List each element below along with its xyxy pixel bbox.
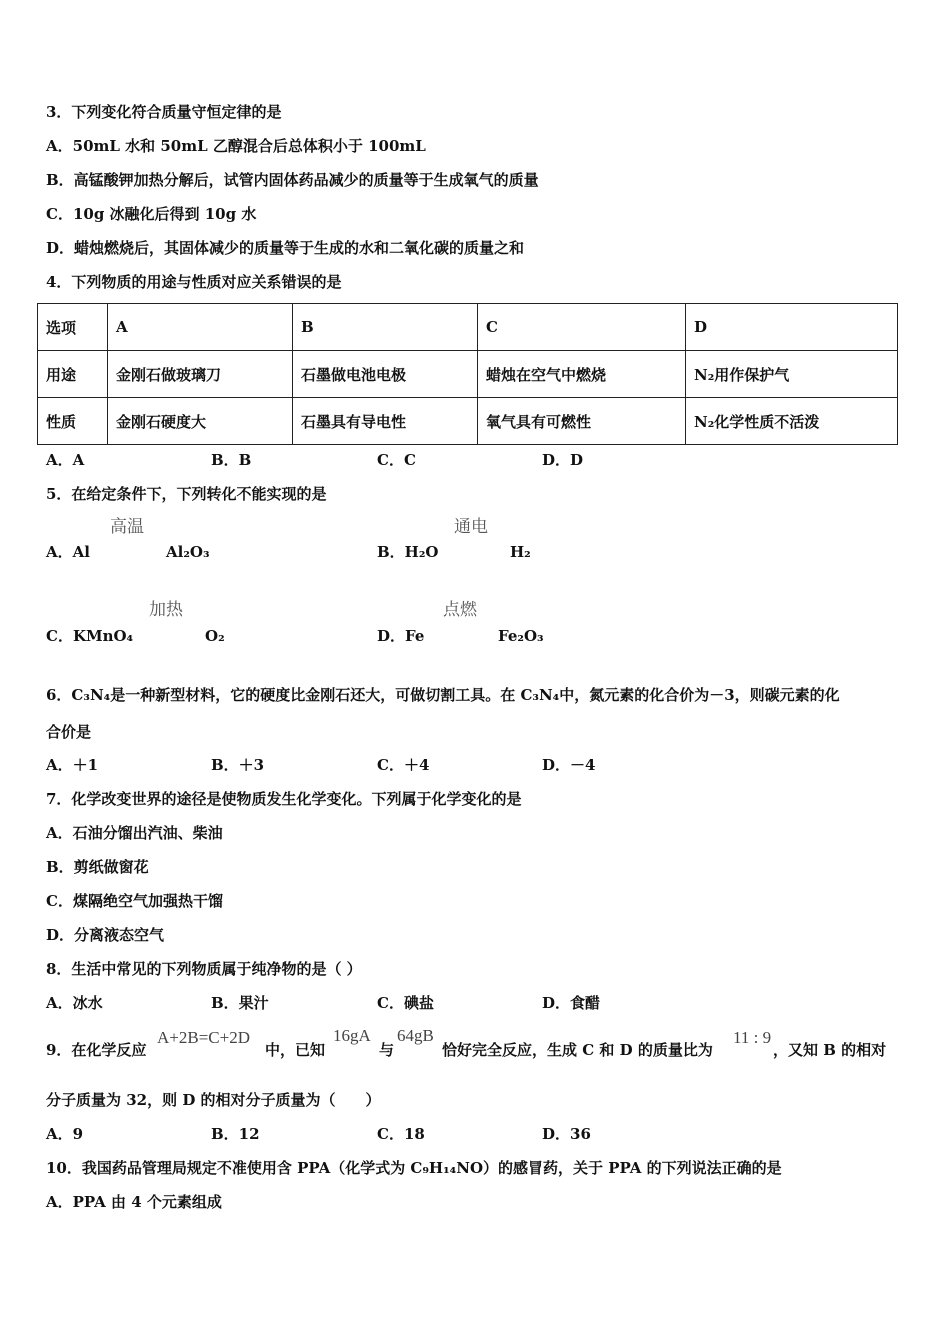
q3-option-d: D．蜡烛燃烧后，其固体减少的质量等于生成的水和二氧化碳的质量之和 [46, 239, 525, 257]
q4-option-d: D．D [542, 451, 584, 469]
q5-c-reactant: C．KMnO₄ [46, 627, 134, 645]
q6-option-c: C．＋4 [377, 756, 430, 774]
table-cell: 蜡烛在空气中燃烧 [478, 351, 686, 398]
q8-option-c: C．碘盐 [377, 994, 434, 1012]
q8-option-b: B．果汁 [211, 994, 269, 1012]
table-cell: B [293, 304, 478, 351]
q8-stem: 8．生活中常见的下列物质属于纯净物的是（ ） [46, 960, 362, 978]
q8-option-a: A．冰水 [46, 994, 103, 1012]
table-cell: N₂用作保护气 [686, 351, 898, 398]
q5-a-product: Al₂O₃ [166, 543, 210, 561]
q9-text-4: 恰好完全反应，生成 C 和 D 的质量比为 [442, 1041, 713, 1059]
q4-option-a: A．A [46, 451, 85, 469]
q5-c-product: O₂ [205, 627, 225, 645]
q9-option-b: B．12 [211, 1125, 260, 1143]
q9-line2: 分子质量为 32，则 D 的相对分子质量为（ ） [46, 1091, 381, 1109]
q10-stem: 10．我国药品管理局规定不准使用含 PPA（化学式为 C₉H₁₄NO）的感冒药，关于 PPA 的下列说法正确的是 [46, 1159, 782, 1177]
q6-option-b: B．＋3 [211, 756, 265, 774]
table-cell: N₂化学性质不活泼 [686, 398, 898, 445]
q3-stem: 3．下列变化符合质量守恒定律的是 [46, 103, 282, 121]
q9-ratio: 11 : 9 [733, 1028, 772, 1047]
q5-d-reactant: D．Fe [377, 627, 425, 645]
q7-stem: 7．化学改变世界的途径是使物质发生化学变化。下列属于化学变化的是 [46, 790, 522, 808]
table-row [38, 398, 898, 445]
table-cell: C [478, 304, 686, 351]
q10-option-a: A．PPA 由 4 个元素组成 [46, 1193, 222, 1211]
q5-a-condition: 高温 [110, 517, 144, 537]
q4-stem: 4．下列物质的用途与性质对应关系错误的是 [46, 273, 342, 291]
q8-option-d: D．食醋 [542, 994, 601, 1012]
table-cell: 金刚石做玻璃刀 [108, 351, 293, 398]
table-row [38, 304, 898, 351]
q9-option-c: C．18 [377, 1125, 425, 1143]
q7-option-b: B．剪纸做窗花 [46, 858, 149, 876]
table-cell: 性质 [38, 398, 108, 445]
table-cell: A [108, 304, 293, 351]
q9-option-d: D．36 [542, 1125, 591, 1143]
table-cell: 氧气具有可燃性 [478, 398, 686, 445]
q5-b-product: H₂ [510, 543, 531, 561]
table-cell: 石墨做电池电极 [293, 351, 478, 398]
q6-line1: 6．C₃N₄是一种新型材料，它的硬度比金刚石还大，可做切割工具。在 C₃N₄中，氮元素的化合价为－3，则碳元素的化 [46, 686, 840, 704]
table-cell: 用途 [38, 351, 108, 398]
q6-option-d: D．－4 [542, 756, 596, 774]
table-cell: 石墨具有导电性 [293, 398, 478, 445]
q9-option-a: A．9 [46, 1125, 84, 1143]
q9-mass-a: 16gA [333, 1026, 371, 1045]
q3-option-b: B．高锰酸钾加热分解后，试管内固体药品减少的质量等于生成氧气的质量 [46, 171, 539, 189]
table-row [38, 351, 898, 398]
q6-line2: 合价是 [46, 723, 92, 741]
q9-mass-b: 64gB [397, 1026, 434, 1045]
q4-option-b: B．B [211, 451, 252, 469]
table-cell: 金刚石硬度大 [108, 398, 293, 445]
q5-b-condition: 通电 [454, 517, 488, 537]
q7-option-a: A．石油分馏出汽油、柴油 [46, 824, 223, 842]
q9-text-5: ，又知 B 的相对 [773, 1041, 887, 1059]
q5-a-reactant: A．Al [46, 543, 90, 561]
q6-option-a: A．＋1 [46, 756, 99, 774]
q7-option-d: D．分离液态空气 [46, 926, 165, 944]
q5-c-condition: 加热 [149, 600, 183, 620]
q9-text-1: 9．在化学反应 [46, 1041, 147, 1059]
table-cell: D [686, 304, 898, 351]
q9-text-2: 中，已知 [265, 1041, 326, 1059]
q5-b-reactant: B．H₂O [377, 543, 439, 561]
q5-d-product: Fe₂O₃ [498, 627, 544, 645]
q4-table [37, 303, 898, 445]
q3-option-a: A．50mL 水和 50mL 乙醇混合后总体积小于 100mL [46, 137, 426, 155]
q3-option-c: C．10g 冰融化后得到 10g 水 [46, 205, 257, 223]
q7-option-c: C．煤隔绝空气加强热干馏 [46, 892, 223, 910]
q5-d-condition: 点燃 [443, 600, 477, 620]
q5-stem: 5．在给定条件下，下列转化不能实现的是 [46, 485, 327, 503]
q9-text-3: 与 [379, 1041, 395, 1059]
table-cell: 选项 [38, 304, 108, 351]
q4-option-c: C．C [377, 451, 416, 469]
q9-equation: A+2B=C+2D [157, 1028, 250, 1047]
